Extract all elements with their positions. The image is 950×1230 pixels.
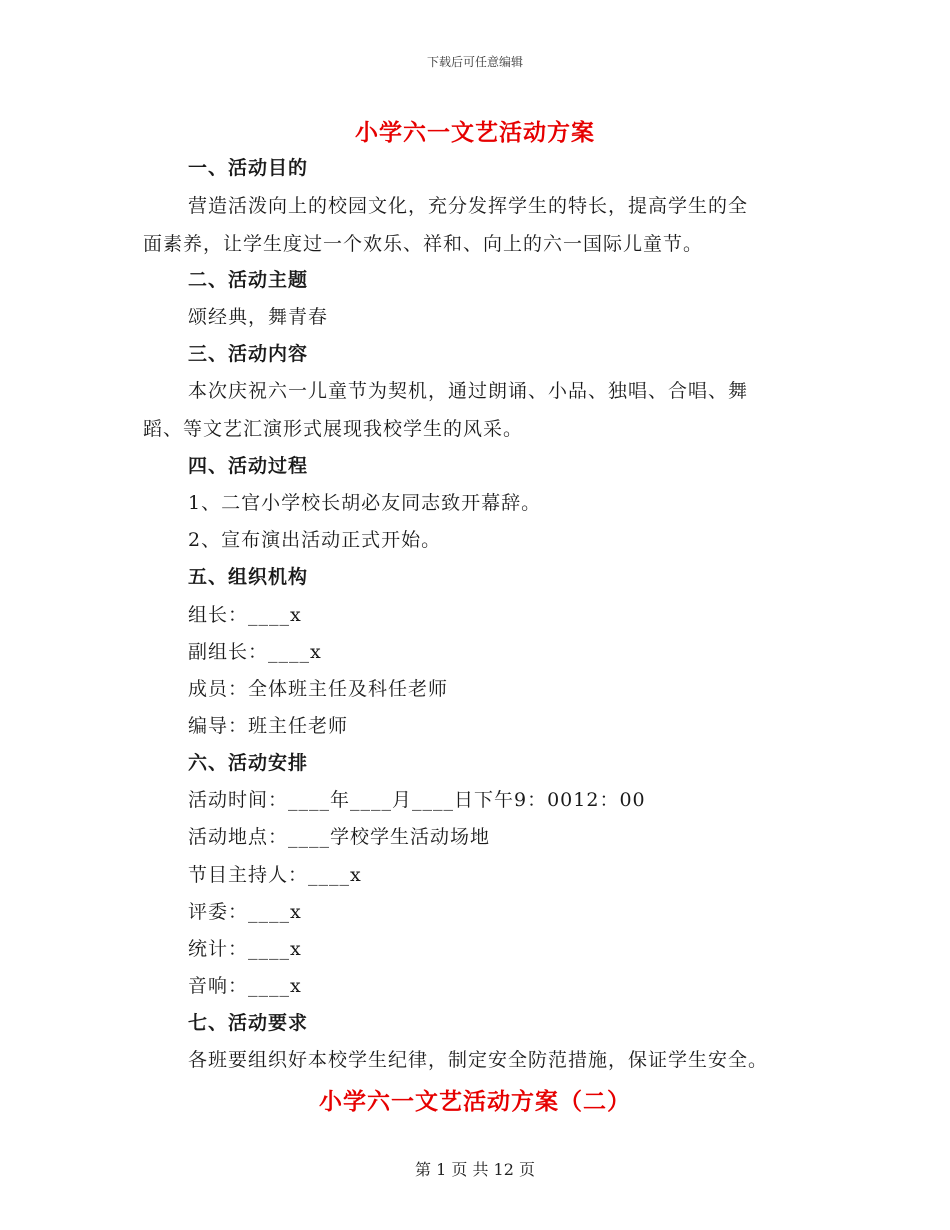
paragraph-line: 蹈、等文艺汇演形式展现我校学生的风采。 xyxy=(143,418,524,440)
list-item: 组长：____x xyxy=(188,604,302,626)
paragraph-line: 面素养，让学生度过一个欢乐、祥和、向上的六一国际儿童节。 xyxy=(143,233,704,255)
paragraph-line: 本次庆祝六一儿童节为契机，通过朗诵、小品、独唱、合唱、舞 xyxy=(188,380,749,402)
paragraph-line: 各班要组织好本校学生纪律，制定安全防范措施，保证学生安全。 xyxy=(188,1049,769,1071)
document-title-2: 小学六一文艺活动方案（二） xyxy=(319,1088,631,1115)
list-item: 统计：____x xyxy=(188,938,302,960)
section-heading-process: 四、活动过程 xyxy=(188,455,309,477)
paragraph-line: 颂经典，舞青春 xyxy=(188,306,329,328)
section-heading-content: 三、活动内容 xyxy=(188,343,309,365)
list-item: 节目主持人：____x xyxy=(188,864,362,886)
list-item: 活动时间：____年____月____日下午9：0012：00 xyxy=(188,789,646,811)
paragraph-line: 营造活泼向上的校园文化，充分发挥学生的特长，提高学生的全 xyxy=(188,195,749,217)
list-item: 1、二官小学校长胡必友同志致开幕辞。 xyxy=(188,492,542,514)
list-item: 活动地点：____学校学生活动场地 xyxy=(188,826,491,848)
list-item: 音响：____x xyxy=(188,975,302,997)
section-heading-purpose: 一、活动目的 xyxy=(188,157,309,179)
list-item: 评委：____x xyxy=(188,901,302,923)
list-item: 成员：全体班主任及科任老师 xyxy=(188,678,449,700)
section-heading-requirements: 七、活动要求 xyxy=(188,1012,309,1034)
page-footer: 第 1 页 共 12 页 xyxy=(415,1160,535,1179)
list-item: 2、宣布演出活动正式开始。 xyxy=(188,529,442,551)
document-title: 小学六一文艺活动方案 xyxy=(355,119,595,146)
section-heading-schedule: 六、活动安排 xyxy=(188,752,309,774)
list-item: 编导：班主任老师 xyxy=(188,715,349,737)
section-heading-organization: 五、组织机构 xyxy=(188,566,309,588)
section-heading-theme: 二、活动主题 xyxy=(188,269,309,291)
list-item: 副组长：____x xyxy=(188,641,322,663)
header-note: 下载后可任意编辑 xyxy=(426,55,523,69)
